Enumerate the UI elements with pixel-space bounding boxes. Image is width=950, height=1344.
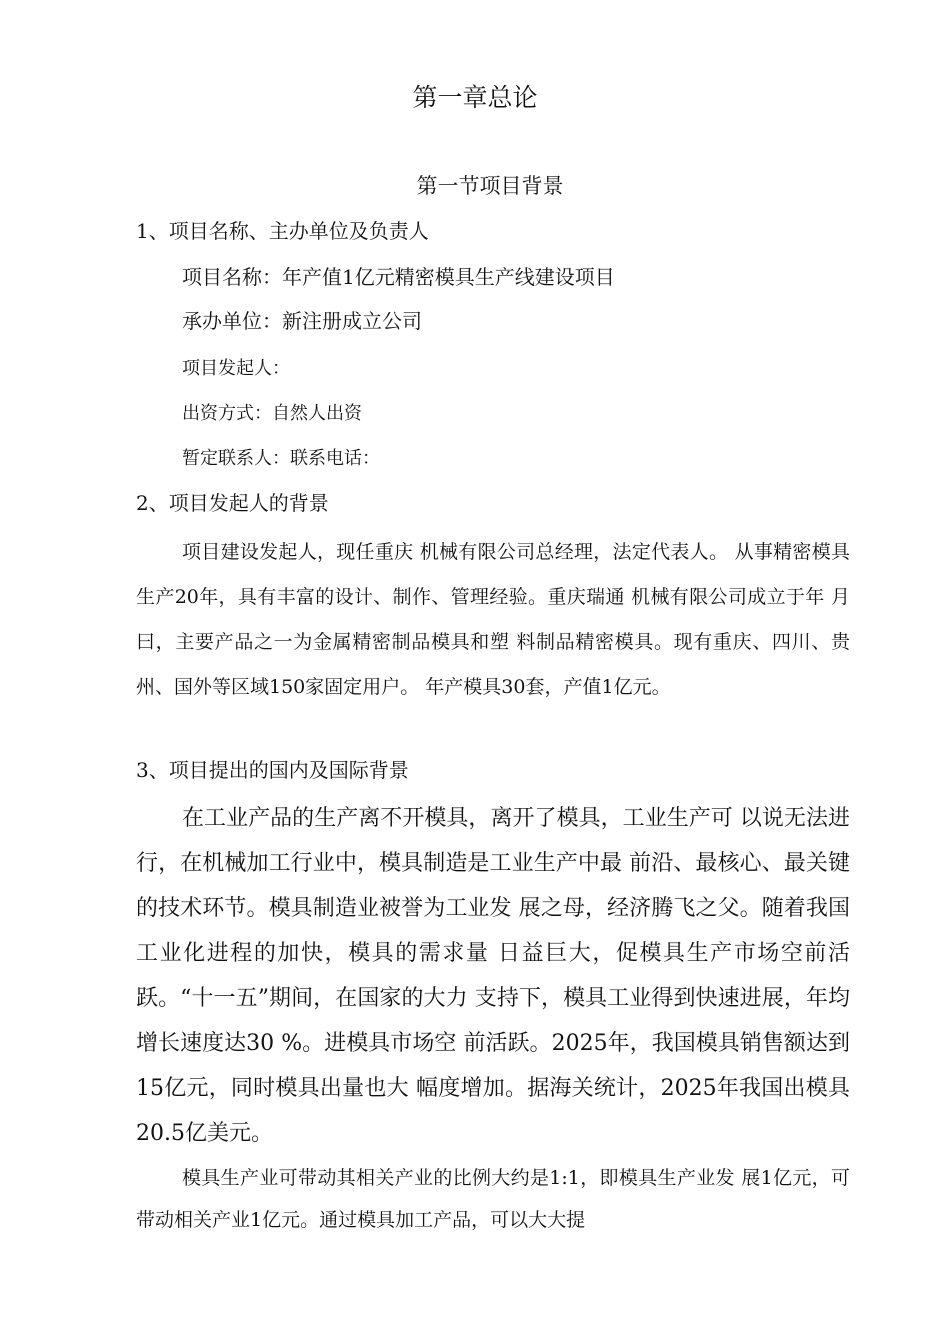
paragraph-initiator-background: 项目建设发起人，现任重庆 机械有限公司总经理，法定代表人。 从事精密模具生产20年，具有丰富的设计、制作、管理经验。重庆瑞通 机械有限公司成立于年 月曰，主要产品之一为金属精密制品模具和塑 料制品精密模具。现有重庆、四川、贵州、国外等区域150家固定用户。 年产模具30套，产值1亿元。 bbox=[136, 541, 850, 698]
paragraph-domestic-international: 在工业产品的生产离不开模具，离开了模具，工业生产可 以说无法进行，在机械加工行业中，模具制造是工业生产中最 前沿、最核心、最关键的技术环节。模具制造业被誉为工业发 展之母，经济腾飞之父。随着我国工业化进程的加快，模具的需求量 日益巨大，促模具生产市场空前活跃。“十一五”期间，在国家的大力 支持下，模具工业得到快速进展，年均增长速度达30 %。进模具市场空 前活跃。2025年，我国模具销售额达到15亿元，同时模具出量也大 幅度增加。据海关统计，2025年我国出模具20.5亿美元。 bbox=[136, 806, 850, 1146]
heading-project-name-unit: 1、项目名称、主办单位及负责人 bbox=[136, 219, 429, 243]
chapter-title: 第一章总论 bbox=[412, 83, 538, 112]
field-funding-method: 出资方式：自然人出资 bbox=[182, 403, 362, 424]
field-project-name: 项目名称：年产值1亿元精密模具生产线建设项目 bbox=[182, 265, 615, 289]
section-title: 第一节项目背景 bbox=[416, 174, 564, 198]
heading-domestic-international: 3、项目提出的国内及国际背景 bbox=[136, 758, 409, 782]
field-contact: 暂定联系人：联系电话： bbox=[182, 448, 380, 469]
field-undertaking-unit: 承办单位：新注册成立公司 bbox=[182, 309, 422, 333]
field-initiator: 项目发起人： bbox=[182, 358, 290, 379]
paragraph-industry-ratio: 模具生产业可带动其相关产业的比例大约是1:1，即模具生产业发 展1亿元，可带动相关产业1亿元。通过模具加工产品，可以大大提 bbox=[136, 1167, 850, 1231]
heading-initiator-background: 2、项目发起人的背景 bbox=[136, 491, 329, 515]
